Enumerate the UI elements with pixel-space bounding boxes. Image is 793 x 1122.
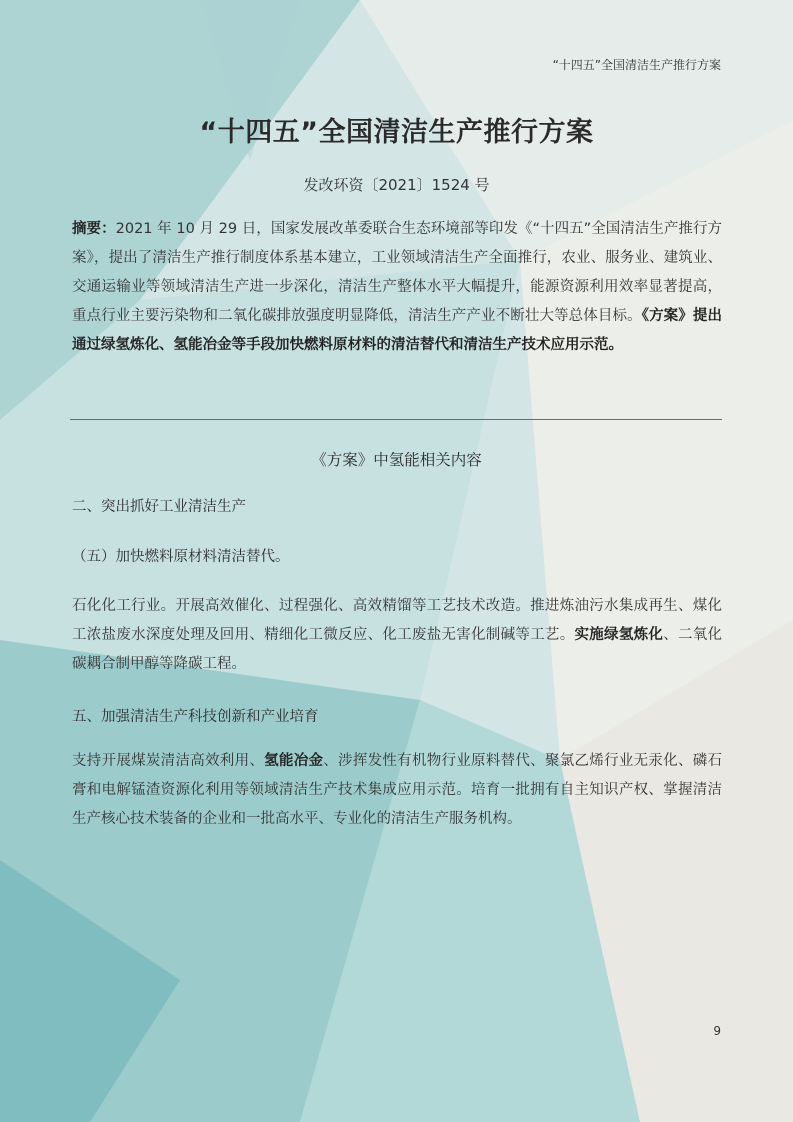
document-number: 发改环资〔2021〕1524 号 <box>303 176 490 194</box>
abstract-paragraph <box>72 215 722 360</box>
running-header: “十四五”全国清洁生产推行方案 <box>552 58 721 72</box>
paragraph-technology-tail: 、涉挥发性有机物行业原料替代、聚氯乙烯行业无汞化、磷石膏和电解锰渣资源化利用等领域清洁生产技术集成应用示范。培育一批拥有自主知识产权、掌握清洁生产核心技术装备的企业和一批高水平、专业化的清洁生产服务机构。 <box>72 753 723 827</box>
heading-part-5: 五、加强清洁生产科技创新和产业培育 <box>72 709 319 725</box>
document-title: “十四五”全国清洁生产推行方案 <box>199 117 594 148</box>
abstract-text: 2021 年 10 月 29 日，国家发展改革委联合生态环境部等印发《“十四五”全国清洁生产推行方案》，提出了清洁生产推行制度体系基本建立，工业领域清洁生产全面推行，农业、服务业、建筑业、交通运输业等领域清洁生产进一步深化，清洁生产整体水平大幅提升，能源资源利用效率显著提高，重点行业主要污染物和二氧化碳排放强度明显降低，清洁生产产业不断壮大等总体目标。 <box>72 221 723 324</box>
paragraph-technology-emphasis: 氢能冶金 <box>264 753 324 769</box>
abstract-emphasis: 《方案》提出通过绿氢炼化、氢能冶金等手段加快燃料原材料的清洁替代和清洁生产技术应用示范。 <box>72 308 723 353</box>
page-number: 9 <box>713 1024 721 1038</box>
paragraph-petrochemical <box>72 592 722 679</box>
paragraph-petrochemical-text: 石化化工行业。开展高效催化、过程强化、高效精馏等工艺技术改造。推进炼油污水集成再生、煤化工浓盐废水深度处理及回用、精细化工微反应、化工废盐无害化制碱等工艺。 <box>72 598 722 643</box>
subheading-part-2-5: （五）加快燃料原材料清洁替代。 <box>72 549 290 565</box>
paragraph-petrochemical-emphasis: 实施绿氢炼化 <box>574 627 664 643</box>
section-divider <box>70 419 722 420</box>
paragraph-technology-text: 支持开展煤炭清洁高效利用、 <box>72 753 265 769</box>
heading-part-2: 二、突出抓好工业清洁生产 <box>72 499 246 515</box>
abstract-label: 摘要： <box>72 221 116 237</box>
paragraph-technology <box>72 747 722 834</box>
paragraph-petrochemical-tail: 、二氧化碳耦合制甲醇等降碳工程。 <box>72 627 723 672</box>
section-title: 《方案》中氢能相关内容 <box>311 451 482 469</box>
